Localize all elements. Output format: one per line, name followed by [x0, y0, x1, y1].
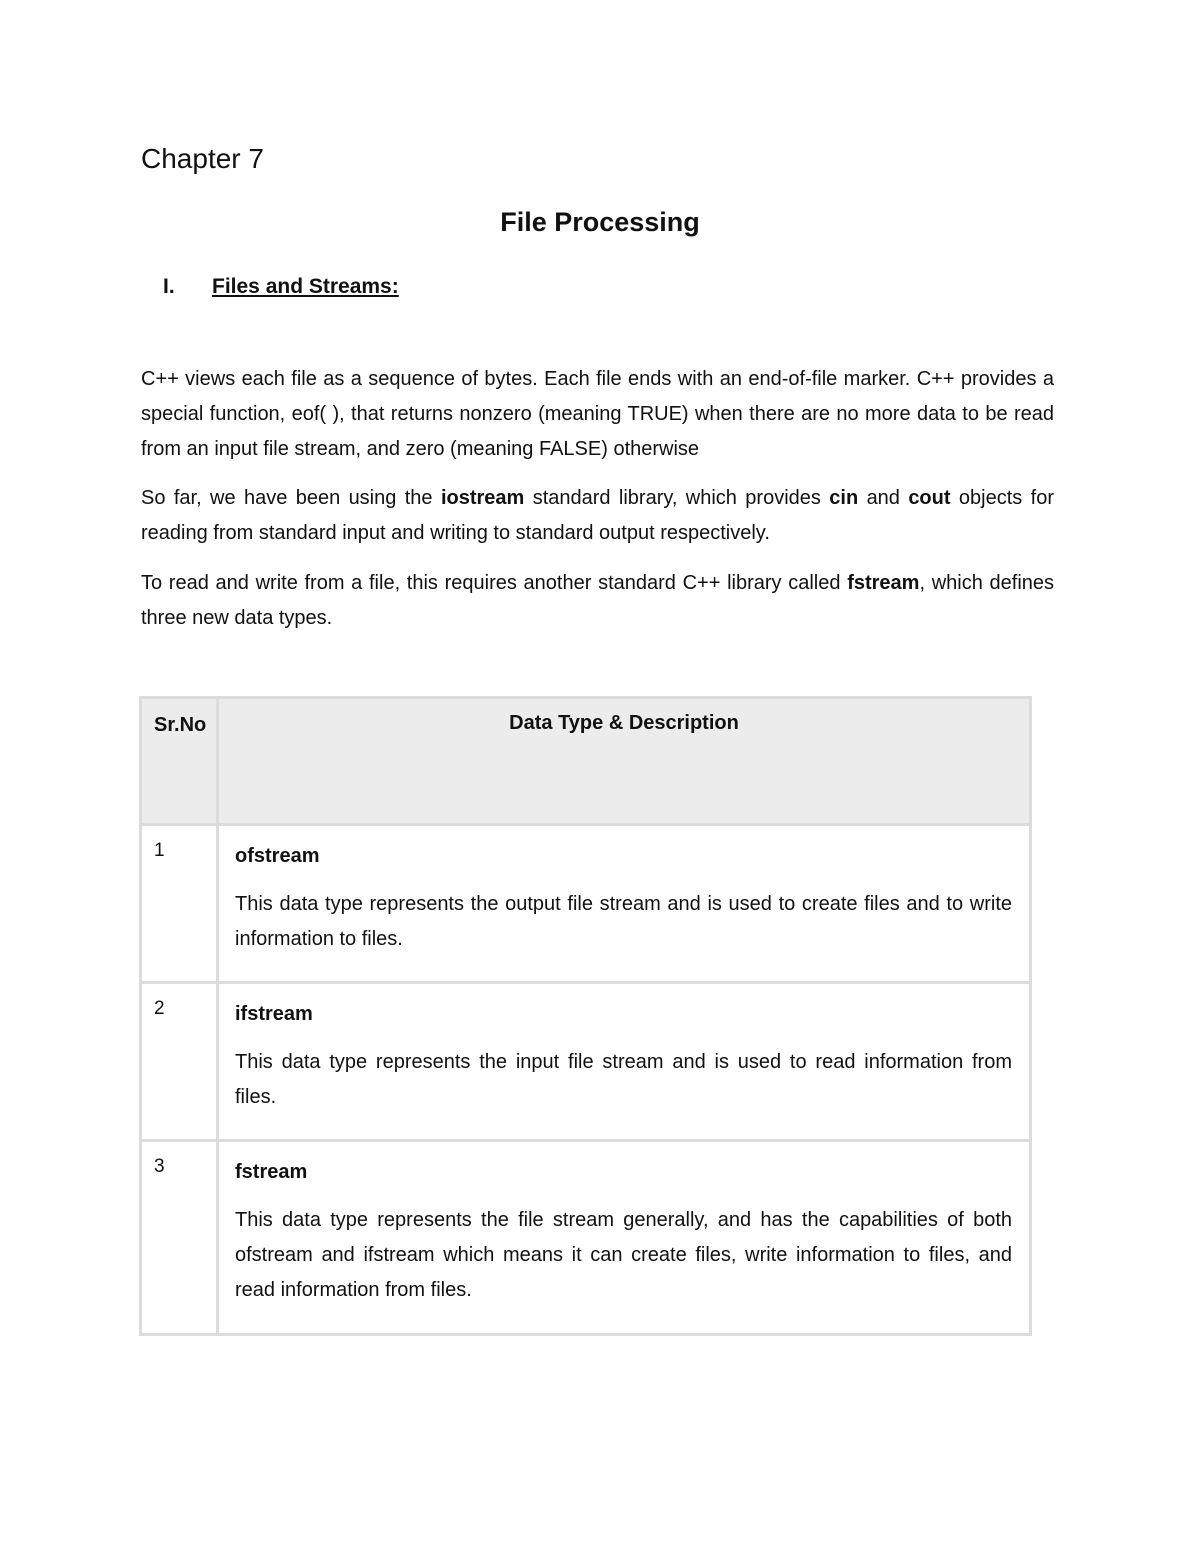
keyword-cout: cout: [908, 487, 951, 509]
paragraph-iostream: [141, 481, 1054, 551]
section-number: I.: [163, 275, 175, 298]
type-name: ofstream: [235, 845, 320, 867]
header-sr-no: Sr.No: [141, 698, 218, 825]
paragraph-text: So far, we have been using the: [141, 487, 441, 509]
keyword-iostream: iostream: [440, 487, 525, 509]
row-description-cell: [218, 983, 1031, 1141]
row-number: 3: [141, 1141, 218, 1335]
row-number: 1: [141, 825, 218, 983]
paragraph-eof: C++ views each file as a sequence of bytes. Each file ends with an end-of-file marker. C++ provides a special function, eof( ), that returns nonzero (meaning TRUE) when there are no more data to be read from an input file stream, and zero (meaning FALSE) otherwise: [141, 368, 1054, 460]
type-description: This data type represents the file stream generally, and has the capabilities of both ofstream and ifstream which means it can create files, write information to files, and read information from files.: [235, 1209, 1012, 1301]
type-name: fstream: [235, 1161, 308, 1183]
type-name: ifstream: [235, 1003, 313, 1025]
paragraph-text: standard library, which provides: [524, 487, 830, 509]
paragraph-fstream: [141, 566, 1054, 636]
type-description: This data type represents the input file stream and is used to read information from files.: [235, 1051, 1012, 1108]
data-types-table: [139, 696, 1032, 1336]
paragraph-text: objects for reading from standard input and writing to standard output respectively.: [141, 487, 1054, 544]
type-description: This data type represents the output file stream and is used to create files and to write information to files.: [235, 893, 1012, 950]
table-row: [141, 983, 1031, 1141]
row-description-cell: [218, 1141, 1031, 1335]
section-title: Files and Streams:: [212, 275, 399, 298]
section-heading: [163, 275, 399, 299]
table-row: [141, 825, 1031, 983]
page-title: File Processing: [500, 207, 700, 237]
paragraph-text: To read and write from a file, this requires another standard C++ library called: [141, 572, 848, 594]
row-number: 2: [141, 983, 218, 1141]
keyword-cin: cin: [829, 487, 859, 509]
paragraph-text: , which defines three new data types.: [141, 572, 1055, 629]
table-header-row: [141, 698, 1031, 825]
paragraph-text: and: [858, 487, 909, 509]
row-description-cell: [218, 825, 1031, 983]
table-row: [141, 1141, 1031, 1335]
keyword-fstream: fstream: [847, 572, 920, 594]
chapter-heading: Chapter 7: [141, 143, 264, 174]
header-data-type-description: Data Type & Description: [218, 698, 1031, 825]
